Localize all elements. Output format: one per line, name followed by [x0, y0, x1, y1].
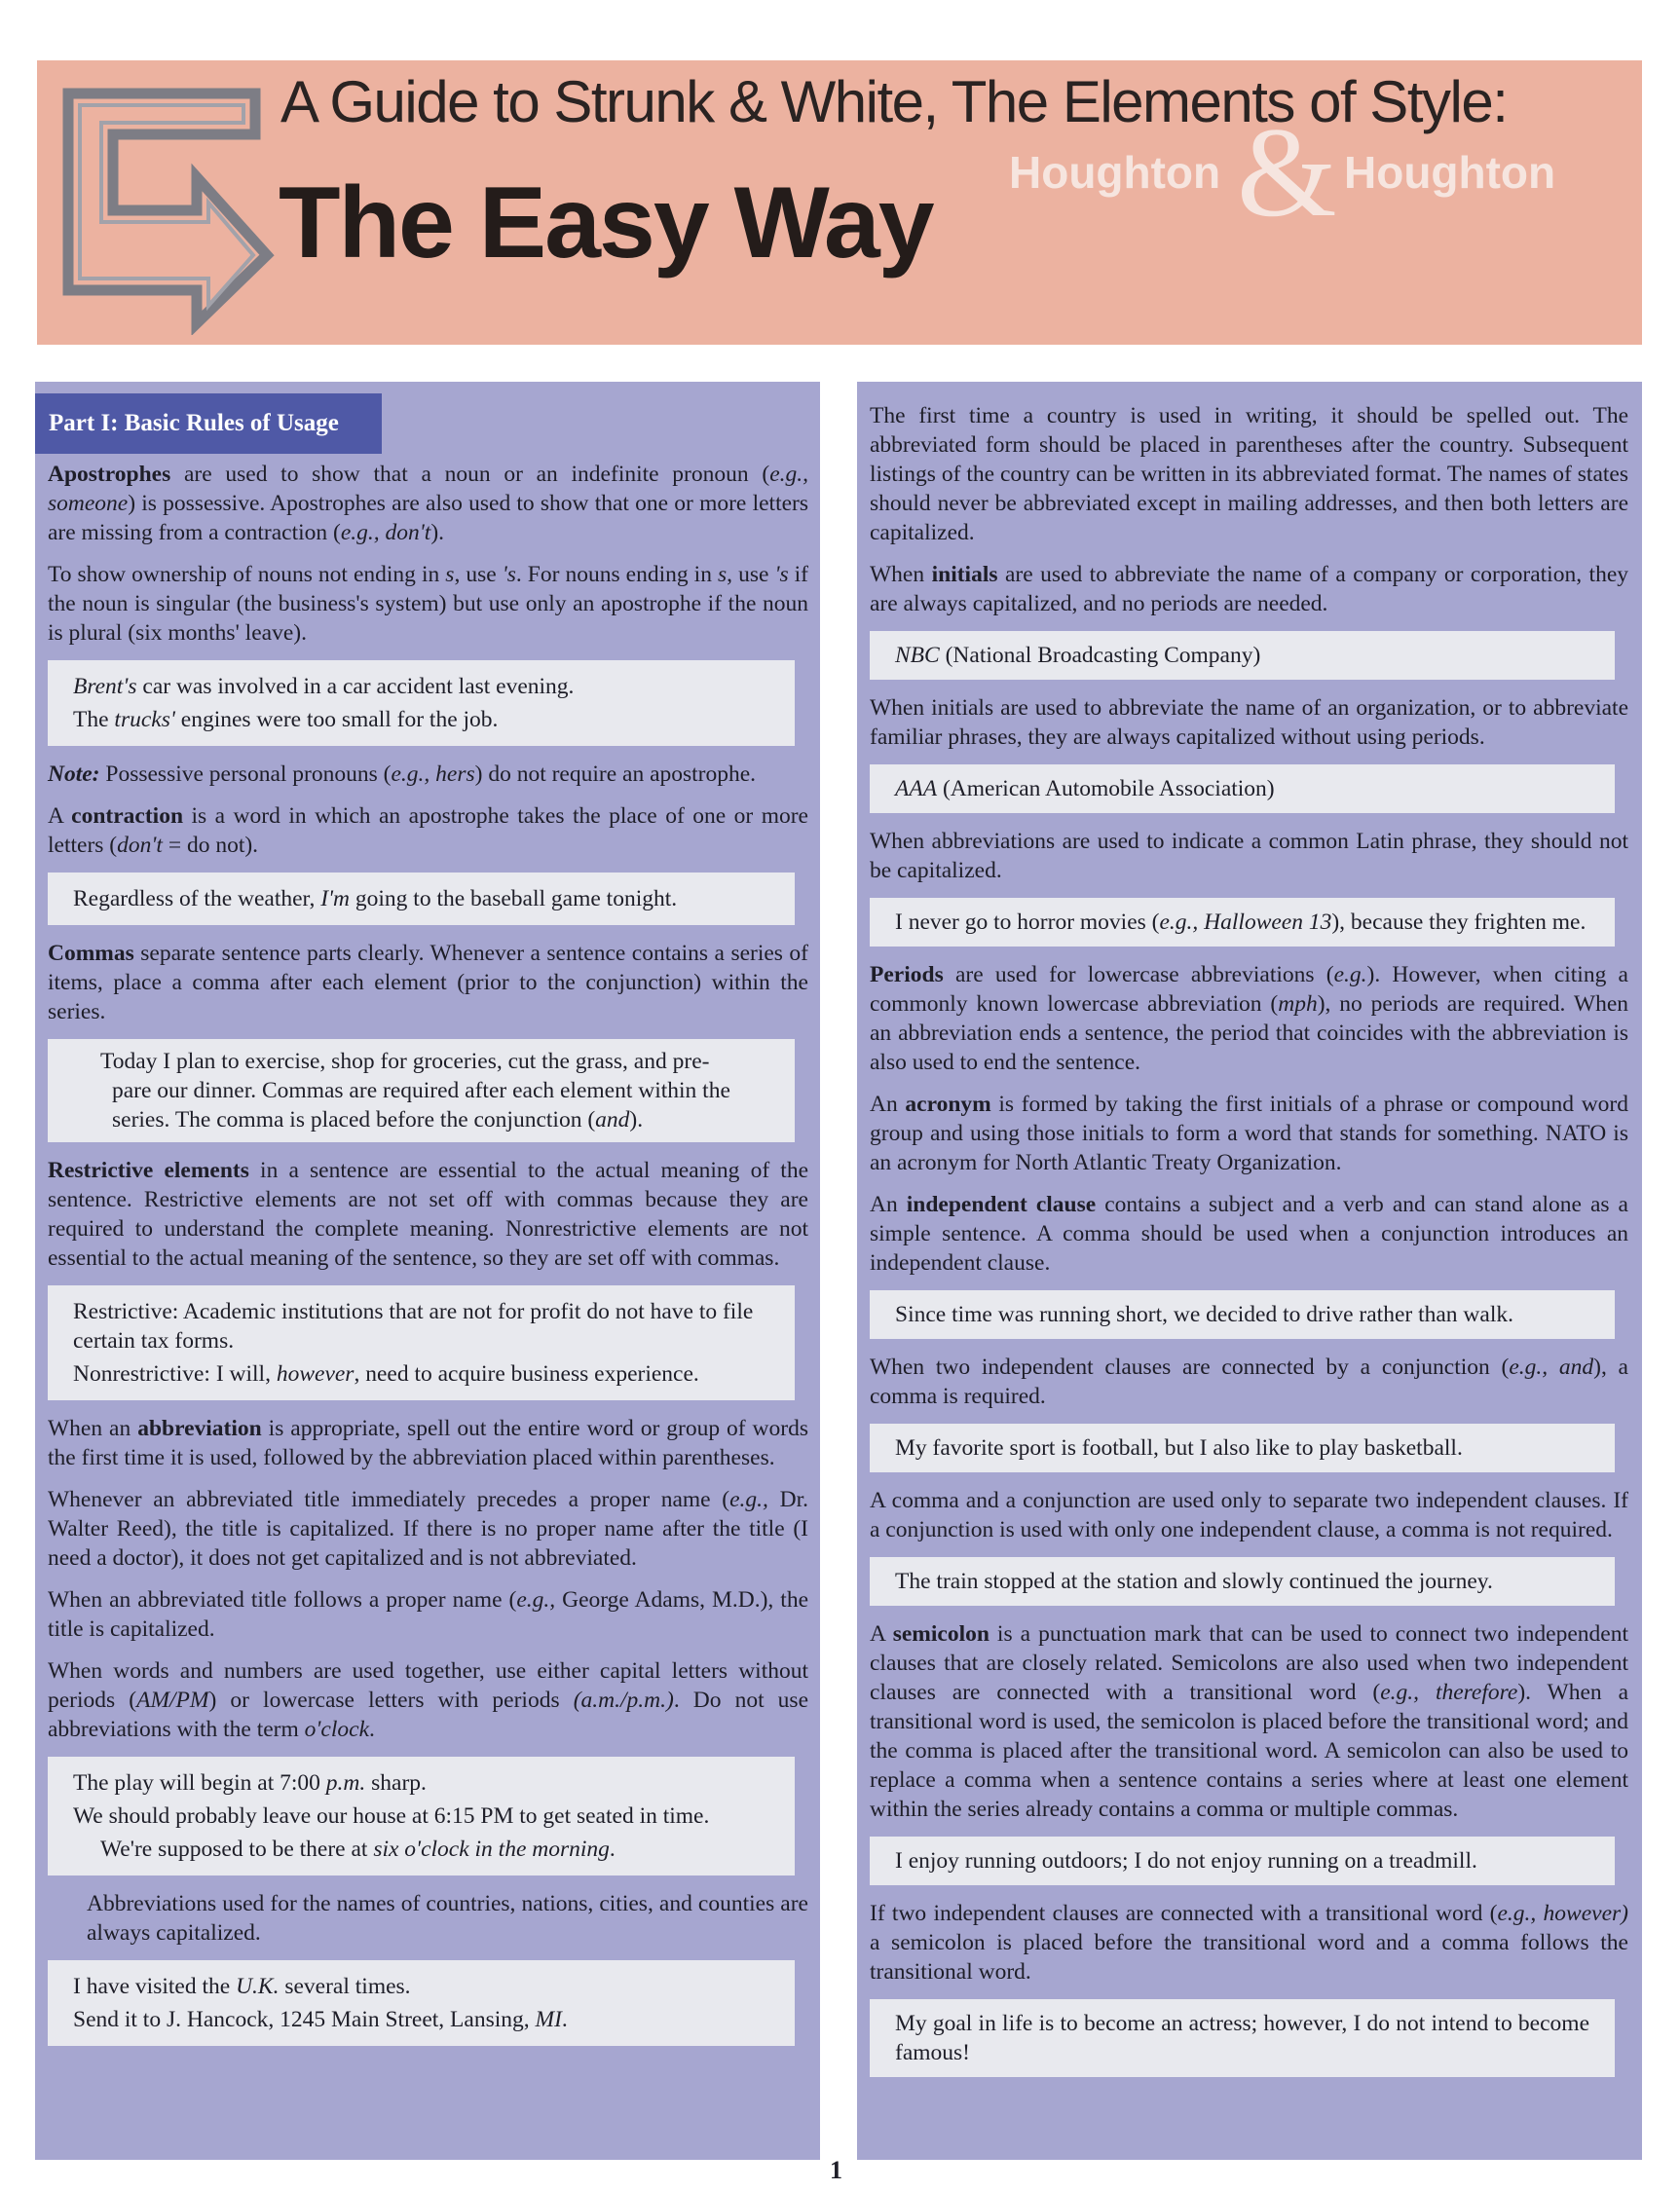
example-box: Regardless of the weather, I'm going to the baseball game tonight. [48, 873, 795, 925]
rule-transitional-word: If two independent clauses are connected with a transitional word (e.g., however) a semicolon is placed before the transitional word and a comma follows the transitional word. [870, 1901, 1628, 1985]
publisher-ampersand: & [1237, 100, 1337, 243]
rule-ownership: To show ownership of nouns not ending in s, use 's. For nouns ending in s, use 's if the noun is singular (the business's system) but use only an apostrophe if the noun is plural (six months' leave). [48, 562, 809, 646]
rule-semicolon: A semicolon is a punctuation mark that can be used to connect two independent clauses that are closely related. Semicolons are also used when two independent clauses are connected with a transitional word (e.g., therefore). When a transitional word is used, the semicolon is placed before the transitional word; and the comma is placed after the transitional word. A semicolon can also be used to replace a comma when a sentence contains a series where at least one element within the series already contains a comma or multiple commas. [870, 1621, 1628, 1822]
guide-subtitle: A Guide to Strunk & White, The Elements of Style: [280, 69, 1508, 134]
example-box: Since time was running short, we decided to drive rather than walk. [870, 1290, 1615, 1339]
rule-restrictive-elements: Restrictive elements in a sentence are essential to the actual meaning of the sentence. Restrictive elements are not set off with commas because they are required to understand the complete meaning. Nonrestrictive elements are not essential to the actual meaning of the sentence, so they are set off with commas. [48, 1158, 808, 1271]
rule-initials-organization: When initials are used to abbreviate the name of an organization, or to abbreviate familiar phrases, they are always capitalized without using periods. [870, 695, 1628, 750]
publisher-name-right: Houghton [1344, 147, 1556, 198]
example-box: I never go to horror movies (e.g., Halloween 13), because they frighten me. [870, 898, 1615, 947]
rule-latin-abbreviations: When abbreviations are used to indicate a common Latin phrase, they should not be capitalized. [870, 829, 1628, 883]
left-column [35, 382, 820, 2160]
example-box: I have visited the U.K. several times. Send it to J. Hancock, 1245 Main Street, Lansing, MI. [48, 1960, 795, 2046]
rule-contraction: A contraction is a word in which an apostrophe takes the place of one or more letters (don't = do not). [48, 803, 808, 858]
example-box: My favorite sport is football, but I also like to play basketball. [870, 1424, 1615, 1472]
rule-countries-capitalized: Abbreviations used for the names of countries, nations, cities, and counties are always capitalized. [87, 1891, 808, 1946]
rule-title-after-name: When an abbreviated title follows a proper name (e.g., George Adams, M.D.), the title is capitalized. [48, 1587, 809, 1642]
example-box: I enjoy running outdoors; I do not enjoy running on a treadmill. [870, 1837, 1615, 1885]
publisher-name-left: Houghton [1009, 147, 1221, 198]
rule-two-independent-clauses: When two independent clauses are connected by a conjunction (e.g., and), a comma is required. [870, 1355, 1628, 1409]
page-title: The Easy Way [279, 167, 933, 279]
rule-apostrophes: Apostrophes are used to show that a noun or an indefinite pronoun (e.g., someone) is possessive. Apostrophes are also used to show that one or more letters are missing from a contraction (e.g., don't). [48, 462, 808, 545]
right-column [857, 382, 1642, 2160]
arrow-logo-icon [51, 82, 284, 335]
page-number: 1 [830, 2156, 842, 2184]
example-box: The play will begin at 7:00 p.m. sharp. We should probably leave our house at 6:15 PM to get seated in time. We're supposed to be there at six o'clock in the morning. [48, 1757, 795, 1875]
rule-independent-clause: An independent clause contains a subject and a verb and can stand alone as a simple sentence. A comma should be used when a conjunction introduces an independent clause. [870, 1192, 1628, 1276]
rule-comma-and-conjunction: A comma and a conjunction are used only to separate two independent clauses. If a conjunction is used with only one independent clause, a comma is not required. [870, 1488, 1628, 1542]
example-box: Brent's car was involved in a car accident last evening. The trucks' engines were too small for the job. [48, 660, 795, 746]
example-box: NBC (National Broadcasting Company) [870, 631, 1615, 680]
rule-commas: Commas separate sentence parts clearly. Whenever a sentence contains a series of items, place a comma after each element (prior to the conjunction) within the series. [48, 941, 808, 1024]
rule-initials: When initials are used to abbreviate the name of a company or corporation, they are always capitalized, and no periods are needed. [870, 562, 1628, 616]
rule-words-and-numbers: When words and numbers are used together, use either capital letters without periods (AM/PM) or lowercase letters with periods (a.m./p.m.). Do not use abbreviations with the term o'clock. [48, 1658, 808, 1742]
rule-acronym: An acronym is formed by taking the first initials of a phrase or compound word group and using those initials to form a word that stands for something. NATO is an acronym for North Atlantic Treaty Organization. [870, 1092, 1628, 1175]
header-banner [37, 60, 1642, 345]
rule-abbreviation: When an abbreviation is appropriate, spell out the entire word or group of words the first time it is used, followed by the abbreviation placed within parentheses. [48, 1416, 808, 1470]
example-box: Today I plan to exercise, shop for groceries, cut the grass, and pre- pare our dinner. Commas are required after each element within the series. The comma is placed before the conjunction (and). [48, 1039, 795, 1142]
example-box: My goal in life is to become an actress; however, I do not intend to become famous! [870, 1999, 1615, 2077]
section-heading: Part I: Basic Rules of Usage [35, 393, 382, 454]
example-box: Restrictive: Academic institutions that are not for profit do not have to file certain tax forms. Nonrestrictive: I will, however, need to acquire business experience. [48, 1285, 795, 1400]
example-box: AAA (American Automobile Association) [870, 764, 1615, 813]
rule-periods: Periods are used for lowercase abbreviations (e.g.). However, when citing a commonly known lowercase abbreviation (mph), no periods are required. When an abbreviation ends a sentence, the period that coincides with the abbreviation is also used to end the sentence. [870, 962, 1628, 1075]
example-box: The train stopped at the station and slowly continued the journey. [870, 1557, 1615, 1606]
rule-country-names: The first time a country is used in writing, it should be spelled out. The abbreviated form should be placed in parentheses after the country. Subsequent listings of the country can be written in its abbreviated format. The names of states should never be abbreviated except in mailing addresses, and then both letters are capitalized. [870, 403, 1628, 545]
rule-title-before-name: Whenever an abbreviated title immediately precedes a proper name (e.g., Dr. Walter Reed), the title is capitalized. If there is no proper name after the title (I need a doctor), it does not get capitalized and is not abbreviated. [48, 1487, 808, 1571]
note-possessive-pronouns: Note: Possessive personal pronouns (e.g., hers) do not require an apostrophe. [48, 761, 757, 787]
